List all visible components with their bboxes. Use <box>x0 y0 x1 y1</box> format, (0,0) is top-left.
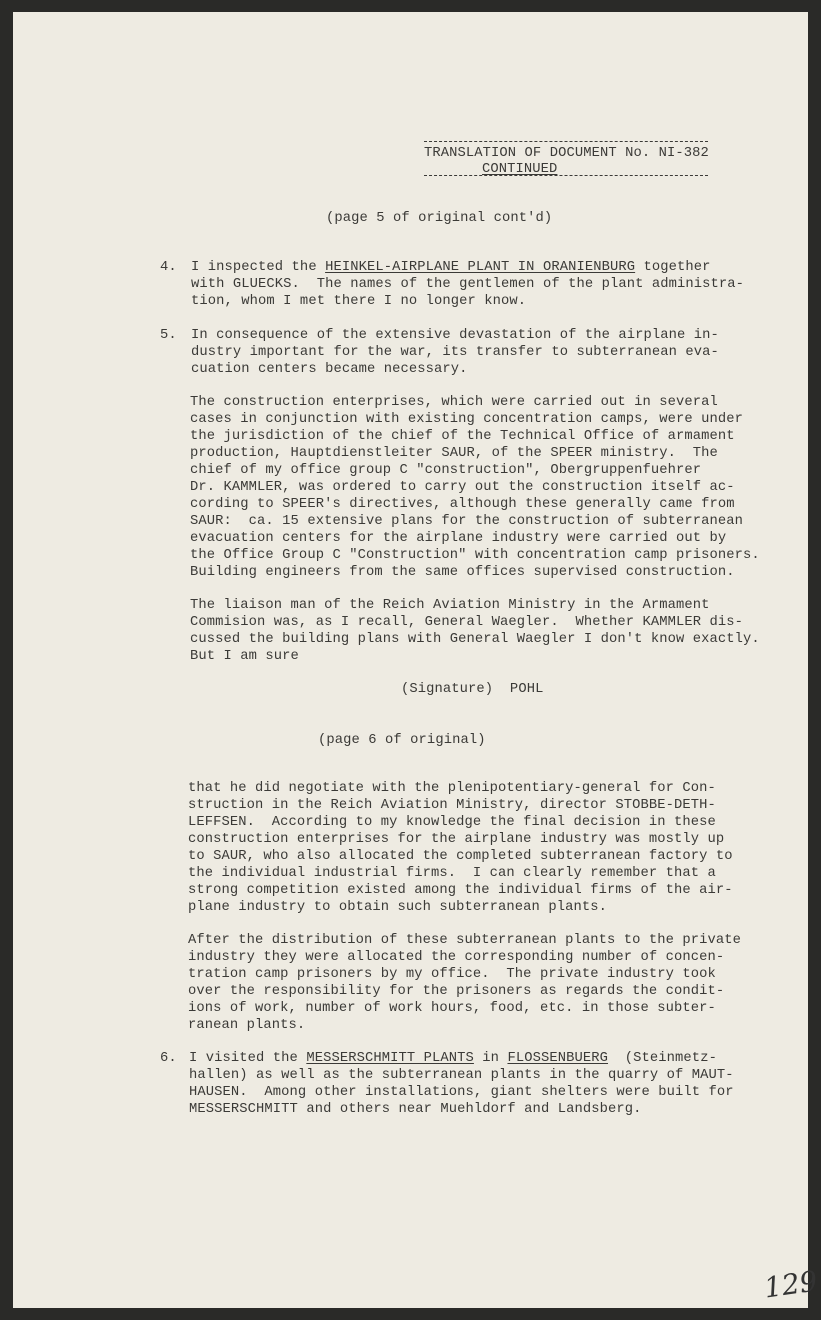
paragraph-construction <box>190 394 760 581</box>
text-segment: in <box>473 1051 508 1066</box>
text-line: The construction enterprises, which were carried out in several <box>190 395 718 410</box>
text-line <box>191 344 719 361</box>
text-segment: hallen) as well as the subterranean plants in the quarry of MAUT- <box>189 1068 734 1083</box>
text-line <box>191 293 744 310</box>
text-line: the individual industrial firms. I can clearly remember that a <box>188 866 716 881</box>
item-5-number: 5. <box>160 328 177 343</box>
paragraph-negotiate <box>188 780 733 916</box>
text-line: the jurisdiction of the chief of the Technical Office of armament <box>190 429 735 444</box>
text-segment: HAUSEN. Among other installations, giant shelters were built for <box>189 1085 734 1100</box>
handwritten-page-number: 129 <box>761 1264 820 1305</box>
text-segment: with GLUECKS. The names of the gentlemen of the plant administra- <box>191 277 745 292</box>
page-6-note: (page 6 of original) <box>318 733 486 748</box>
text-line: construction enterprises for the airplane industry was mostly up <box>188 832 725 847</box>
text-line: Commision was, as I recall, General Waegler. Whether KAMMLER dis- <box>190 615 744 630</box>
text-line: struction in the Reich Aviation Ministry, director STOBBE-DETH- <box>188 798 716 813</box>
text-line: cussed the building plans with General Waegler I don't know exactly. <box>190 632 760 647</box>
item-6-number: 6. <box>160 1051 177 1066</box>
text-line: evacuation centers for the airplane industry were carried out by <box>190 531 727 546</box>
item-4-text <box>191 259 744 310</box>
text-line: strong competition existed among the individual firms of the air- <box>188 883 733 898</box>
text-segment: together <box>635 260 711 275</box>
item-5-text <box>191 327 719 378</box>
text-line: LEFFSEN. According to my knowledge the final decision in these <box>188 815 716 830</box>
text-segment: tion, whom I met there I no longer know. <box>191 294 527 309</box>
text-line: industry they were allocated the corresponding number of concen- <box>188 950 725 965</box>
text-line: ranean plants. <box>188 1018 306 1033</box>
text-segment: I visited the <box>189 1051 307 1066</box>
text-segment: MESSERSCHMITT and others near Muehldorf and Landsberg. <box>189 1102 642 1117</box>
item-6-text <box>189 1050 734 1118</box>
text-line <box>189 1101 734 1118</box>
text-line <box>191 327 719 344</box>
text-line: ions of work, number of work hours, food, etc. in those subter- <box>188 1001 716 1016</box>
text-line: cording to SPEER's directives, although these generally came from <box>190 497 735 512</box>
underlined-text: MESSERSCHMITT PLANTS <box>306 1051 474 1066</box>
underlined-text: FLOSSENBUERG <box>507 1051 609 1066</box>
text-line: After the distribution of these subterranean plants to the private <box>188 933 742 948</box>
text-line: chief of my office group C "construction", Obergruppenfuehrer <box>190 463 702 478</box>
text-line <box>189 1067 734 1084</box>
text-line: the Office Group C "Construction" with concentration camp prisoners. <box>190 548 760 563</box>
text-line: over the responsibility for the prisoners as regards the condit- <box>188 984 725 999</box>
text-segment: In consequence of the extensive devastation of the airplane in- <box>191 328 719 343</box>
signature-line: (Signature) POHL <box>401 682 544 697</box>
text-line: production, Hauptdienstleiter SAUR, of the SPEER ministry. The <box>190 446 718 461</box>
text-line <box>191 361 719 378</box>
text-line: SAUR: ca. 15 extensive plans for the construction of subterranean <box>190 514 744 529</box>
paragraph-after <box>188 932 741 1034</box>
item-4-number: 4. <box>160 260 177 275</box>
underlined-text: HEINKEL-AIRPLANE PLANT IN ORANIENBURG <box>325 260 636 275</box>
text-line: Dr. KAMMLER, was ordered to carry out the construction itself ac- <box>190 480 735 495</box>
text-line: tration camp prisoners by my office. The private industry took <box>188 967 716 982</box>
text-line: The liaison man of the Reich Aviation Ministry in the Armament <box>190 598 710 613</box>
document-title: TRANSLATION OF DOCUMENT No. NI-382 <box>424 146 709 161</box>
text-line: plane industry to obtain such subterranean plants. <box>188 900 607 915</box>
text-segment: cuation centers became necessary. <box>191 362 468 377</box>
paragraph-liaison <box>190 597 760 665</box>
text-line: cases in conjunction with existing concentration camps, were under <box>190 412 744 427</box>
text-line <box>189 1084 734 1101</box>
text-segment: I inspected the <box>191 260 326 275</box>
page-5-note: (page 5 of original cont'd) <box>326 211 553 226</box>
document-subtitle: CONTINUED <box>482 162 558 177</box>
header-rule-top <box>424 141 708 142</box>
text-line <box>191 276 744 293</box>
text-line: to SAUR, who also allocated the completed subterranean factory to <box>188 849 733 864</box>
text-line: that he did negotiate with the plenipotentiary-general for Con- <box>188 781 716 796</box>
text-segment: (Steinmetz- <box>608 1051 717 1066</box>
header-rule-bottom <box>424 175 708 176</box>
text-line: But I am sure <box>190 649 299 664</box>
text-line <box>191 259 744 276</box>
text-line <box>189 1050 734 1067</box>
text-segment: dustry important for the war, its transfer to subterranean eva- <box>191 345 719 360</box>
text-line: Building engineers from the same offices supervised construction. <box>190 565 735 580</box>
